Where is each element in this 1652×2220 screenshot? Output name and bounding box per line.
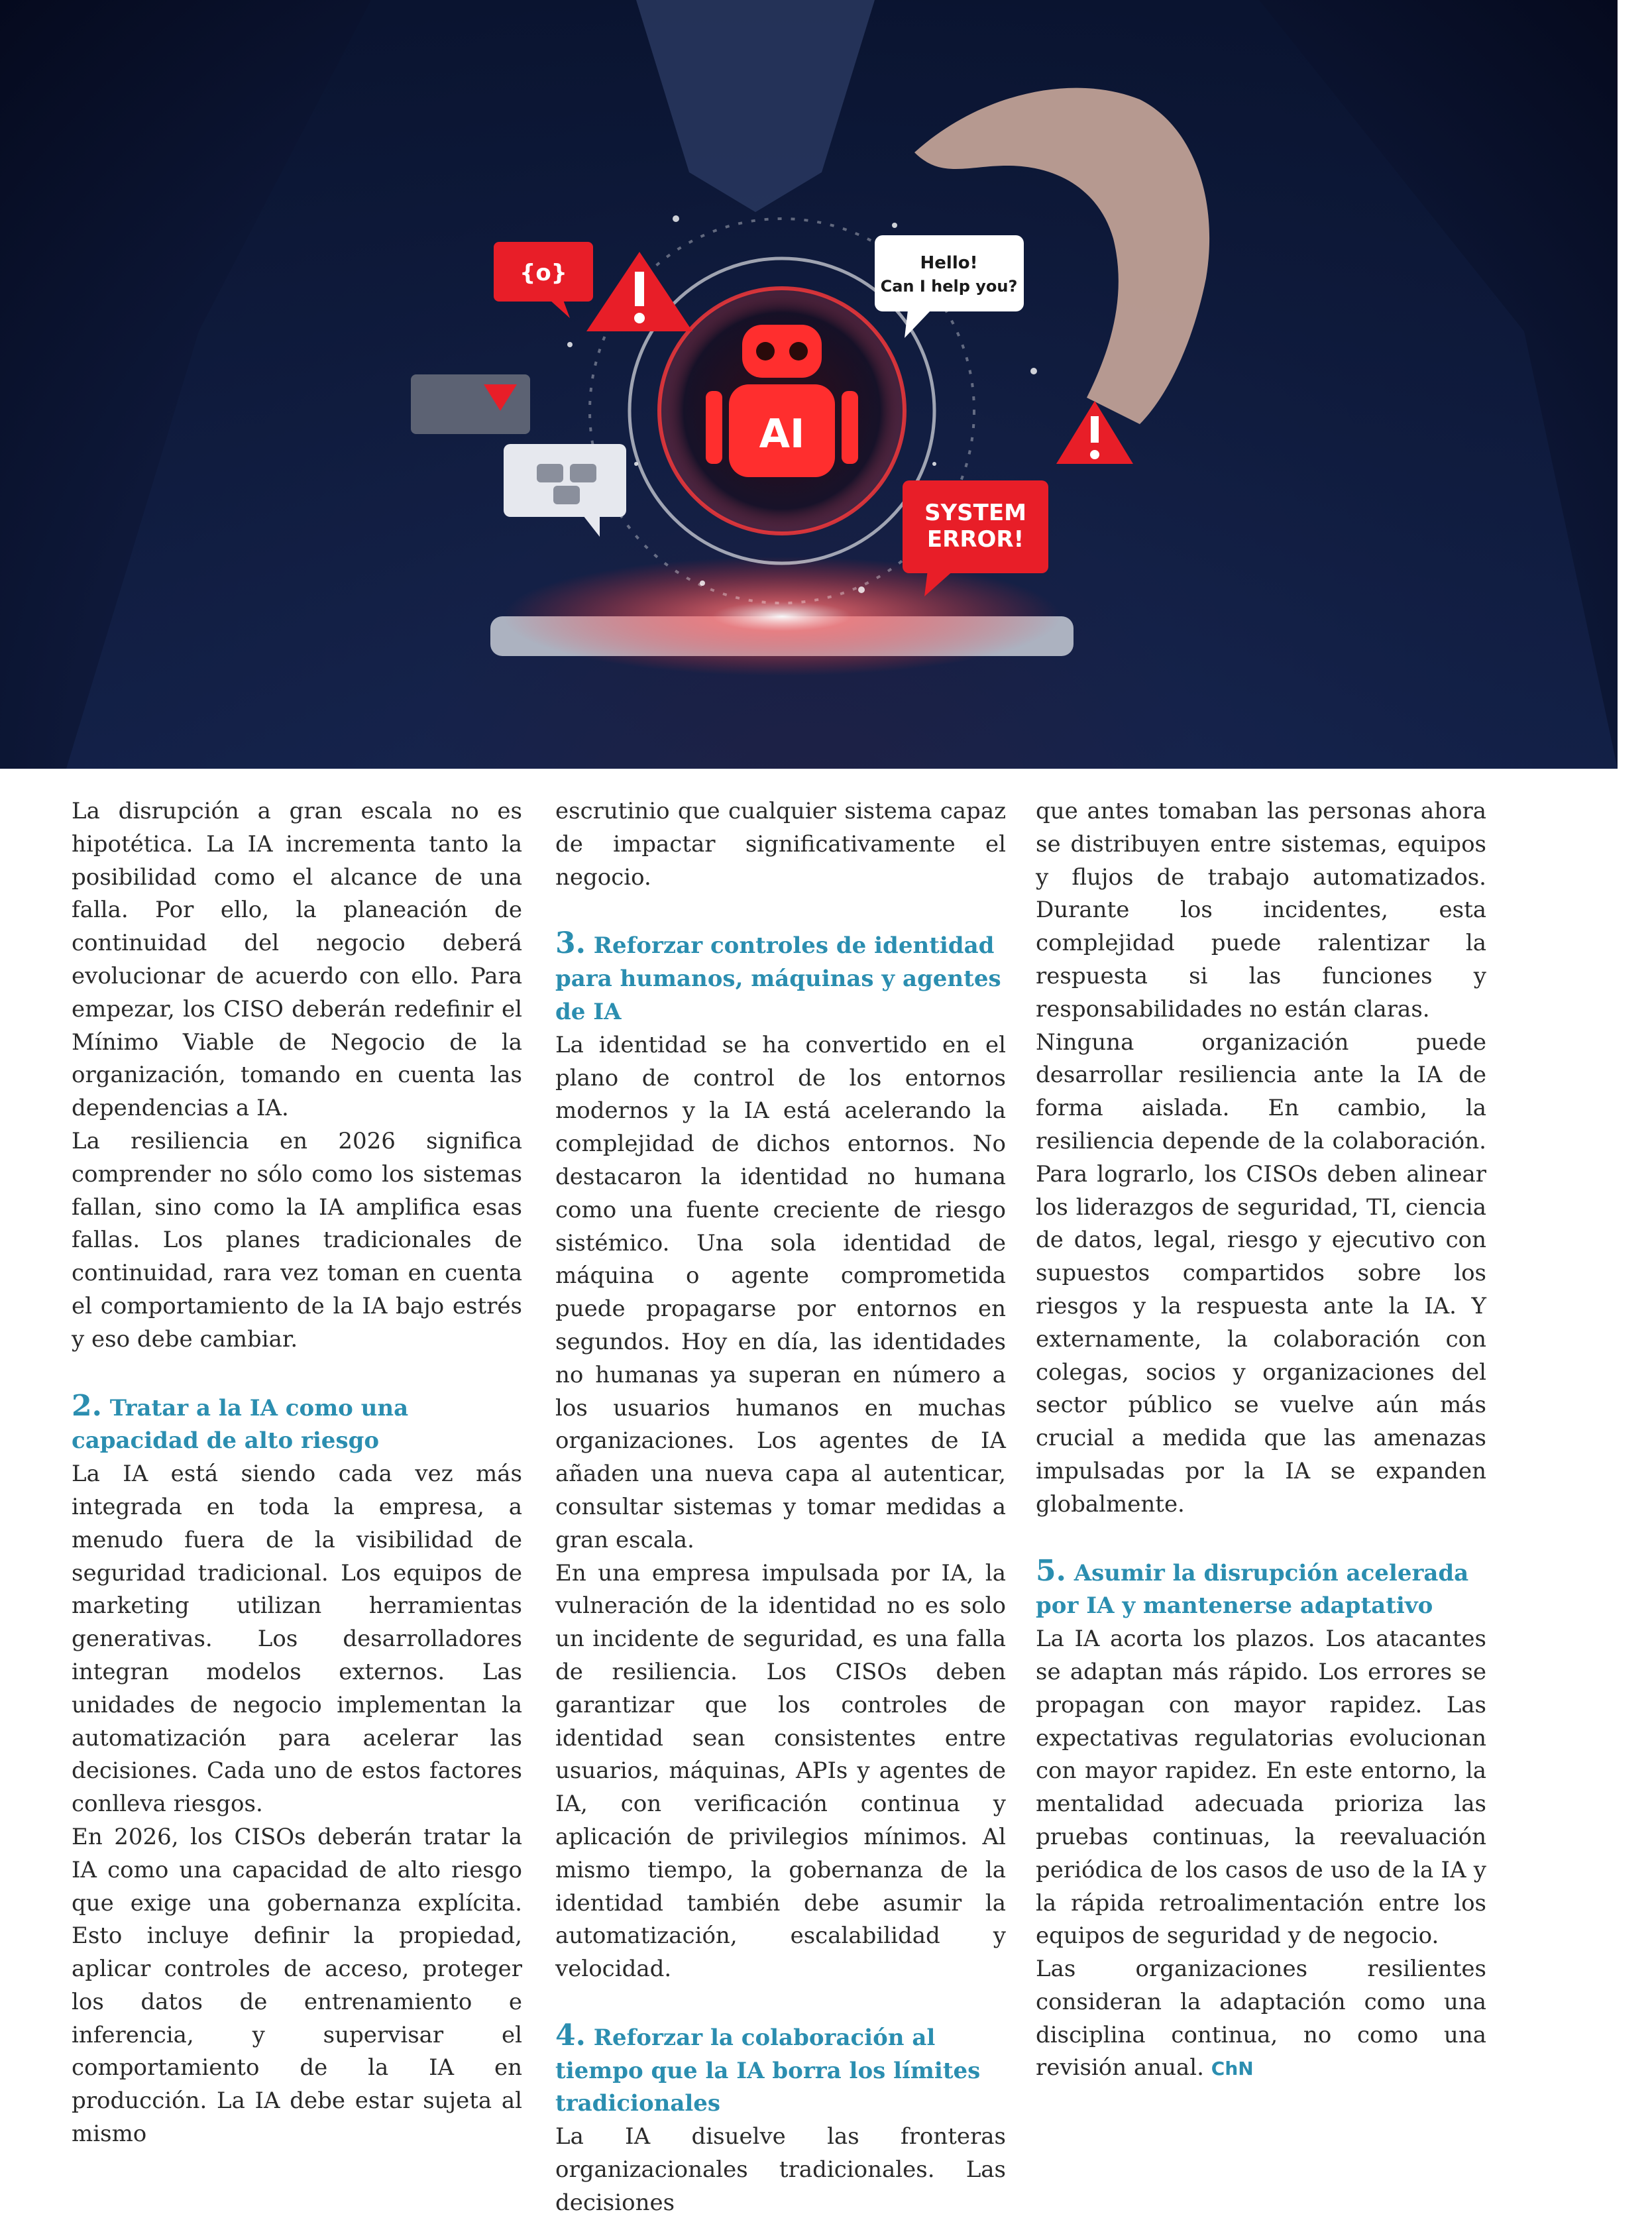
section-number: 5. bbox=[1036, 1553, 1066, 1588]
svg-text:{o}: {o} bbox=[520, 260, 567, 286]
text-column-3 bbox=[1036, 795, 1486, 2085]
section-gap bbox=[555, 1986, 1006, 2019]
paragraph-text: escrutinio que cualquier sistema capaz de impactar significativamente el negocio. bbox=[555, 798, 1006, 891]
paragraph-text: La IA acorta los plazos. Los atacantes se adaptan más rápido. Los errores se propagan con mayor rapidez. Las expectativas regulatorias evolucionan con mayor rapidez. En este entorno, la mentalidad adecuada prioriza las pruebas continuas, la reevaluación periódica de los casos de uso de la IA y la rápida retroalimentación entre los equipos de seguridad y de negocio. bbox=[1036, 1626, 1486, 1950]
section-number: 2. bbox=[72, 1388, 102, 1423]
paragraph-text: La disrupción a gran escala no es hipotética. La IA incrementa tanto la posibilidad como el alcance de una falla. Por ello, la planeación de continuidad del negocio deberá evolucionar de acuerdo con ello. Para empezar, los CISO deberán redefinir el Mínimo Viable de Negocio de la organización, tomando en cuenta las dependencias a IA. bbox=[72, 798, 522, 1122]
paragraph-text: La identidad se ha convertido en el plano de control de los entornos modernos y la IA está acelerando la complejidad de dichos entornos. No destacaron la identidad no humana como una fuente creciente de riesgo sistémico. Una sola identidad de máquina o agente comprometida puede propagarse por entornos en segundos. Hoy en día, las identidades no humanas ya superan en número a los usuarios humanos en muchas organizaciones. Los agentes de IA añaden una nueva capa al autenticar, consultar sistemas y tomar medidas a gran escala. bbox=[555, 1031, 1006, 1553]
paragraph-text: En una empresa impulsada por IA, la vulneración de la identidad no es solo un incidente de seguridad, es una falla de resiliencia. Los CISOs deben garantizar que los controles de identidad sean consistentes entre usuarios, máquinas, APIs y agentes de IA, con verificación continua y aplicación de privilegios mínimos. Al mismo tiempo, la gobernanza de la identidad también debe asumir la automatización, escalabilidad y velocidad. bbox=[555, 1559, 1006, 1983]
section-number: 3. bbox=[555, 926, 586, 961]
section-heading bbox=[1036, 1555, 1486, 1624]
hero-image bbox=[0, 0, 1618, 769]
body-paragraph bbox=[555, 795, 1006, 894]
error-line-2: ERROR! bbox=[926, 526, 1024, 553]
tablet-glow bbox=[504, 557, 1060, 676]
body-paragraph bbox=[1036, 1623, 1486, 1953]
body-paragraph bbox=[72, 1125, 522, 1357]
paragraph-text: que antes tomaban las personas ahora se distribuyen entre sistemas, equipos y flujos de trabajo automatizados. Durante los incidentes, esta complejidad puede ralentizar la respuesta si las funciones y responsabilidades no están claras. bbox=[1036, 798, 1486, 1023]
paragraph-text: La resiliencia en 2026 significa comprender no sólo como los sistemas fallan, sino como la IA amplifica esas fallas. Los planes tradicionales de continuidad, rara vez toman en cuenta el comportamiento de la IA bajo estrés y eso debe cambiar. bbox=[72, 1127, 522, 1353]
section-gap bbox=[72, 1357, 522, 1390]
section-title: Reforzar la colaboración al tiempo que la IA borra los límites tradicionales bbox=[555, 2024, 981, 2117]
paragraph-text: En 2026, los CISOs deberán tratar la IA como una capacidad de alto riesgo que exige una gobernanza explícita. Esto incluye definir la propiedad, aplicar controles de acceso, proteger los datos de entrenamiento e inferencia, y supervisar el comportamiento de la IA en producción. La IA debe estar sujeta al mismo bbox=[72, 1823, 522, 2148]
hand-stop-bubble-icon bbox=[411, 374, 530, 434]
body-paragraph bbox=[1036, 795, 1486, 1027]
section-title: Asumir la disrupción acelerada por IA y mantenerse adaptativo bbox=[1036, 1559, 1469, 1620]
robot-label: AI bbox=[759, 411, 805, 457]
hello-line-2: Can I help you? bbox=[880, 277, 1018, 296]
body-paragraph bbox=[555, 2121, 1006, 2219]
body-paragraph bbox=[1036, 1953, 1486, 2085]
section-heading bbox=[72, 1390, 522, 1459]
paragraph-text: La IA está siendo cada vez más integrada en toda la empresa, a menudo fuera de la visibilidad de seguridad tradicional. Los equipos de marketing utilizan herramientas generativas. Los desarrolladores integran modelos externos. Las unidades de negocio implementan la automatización para acelerar las decisiones. Cada uno de estos factores conlleva riesgos. bbox=[72, 1461, 522, 1818]
error-line-1: SYSTEM bbox=[924, 500, 1026, 526]
body-paragraph bbox=[1036, 1027, 1486, 1522]
section-gap bbox=[555, 894, 1006, 927]
section-heading bbox=[555, 927, 1006, 1028]
hello-line-1: Hello! bbox=[920, 253, 978, 273]
ai-illustration bbox=[0, 0, 1618, 769]
author-signature: ChN bbox=[1211, 2058, 1254, 2080]
body-paragraph bbox=[555, 1557, 1006, 1986]
body-paragraph bbox=[72, 795, 522, 1125]
text-column-2 bbox=[555, 795, 1006, 2220]
paragraph-text: Ninguna organización puede desarrollar resiliencia ante la IA de forma aislada. En cambio, la resiliencia depende de la colaboración. Para lograrlo, los CISOs deben alinear los liderazgos de seguridad, TI, ciencia de datos, legal, riesgo y ejecutivo con supuestos compartidos sobre los riesgos y la respuesta ante la IA. Y externamente, la colaboración con colegas, socios y organizaciones del sector público se vuelve aún más crucial a medida que las amenazas impulsadas por la IA se expanden globalmente. bbox=[1036, 1028, 1486, 1518]
section-title: Tratar a la IA como una capacidad de alto riesgo bbox=[72, 1394, 409, 1455]
section-number: 4. bbox=[555, 2018, 586, 2052]
body-paragraph bbox=[72, 1821, 522, 2151]
body-paragraph bbox=[72, 1458, 522, 1821]
paragraph-text: Las organizaciones resilientes consideran la adaptación como una disciplina continua, no como una revisión anual. bbox=[1036, 1956, 1486, 2081]
section-gap bbox=[1036, 1522, 1486, 1555]
paragraph-text: La IA disuelve las fronteras organizacionales tradicionales. Las decisiones bbox=[555, 2123, 1006, 2216]
section-title: Reforzar controles de identidad para humanos, máquinas y agentes de IA bbox=[555, 932, 1001, 1025]
section-heading bbox=[555, 2019, 1006, 2121]
text-column-1 bbox=[72, 795, 522, 2151]
body-paragraph bbox=[555, 1029, 1006, 1557]
